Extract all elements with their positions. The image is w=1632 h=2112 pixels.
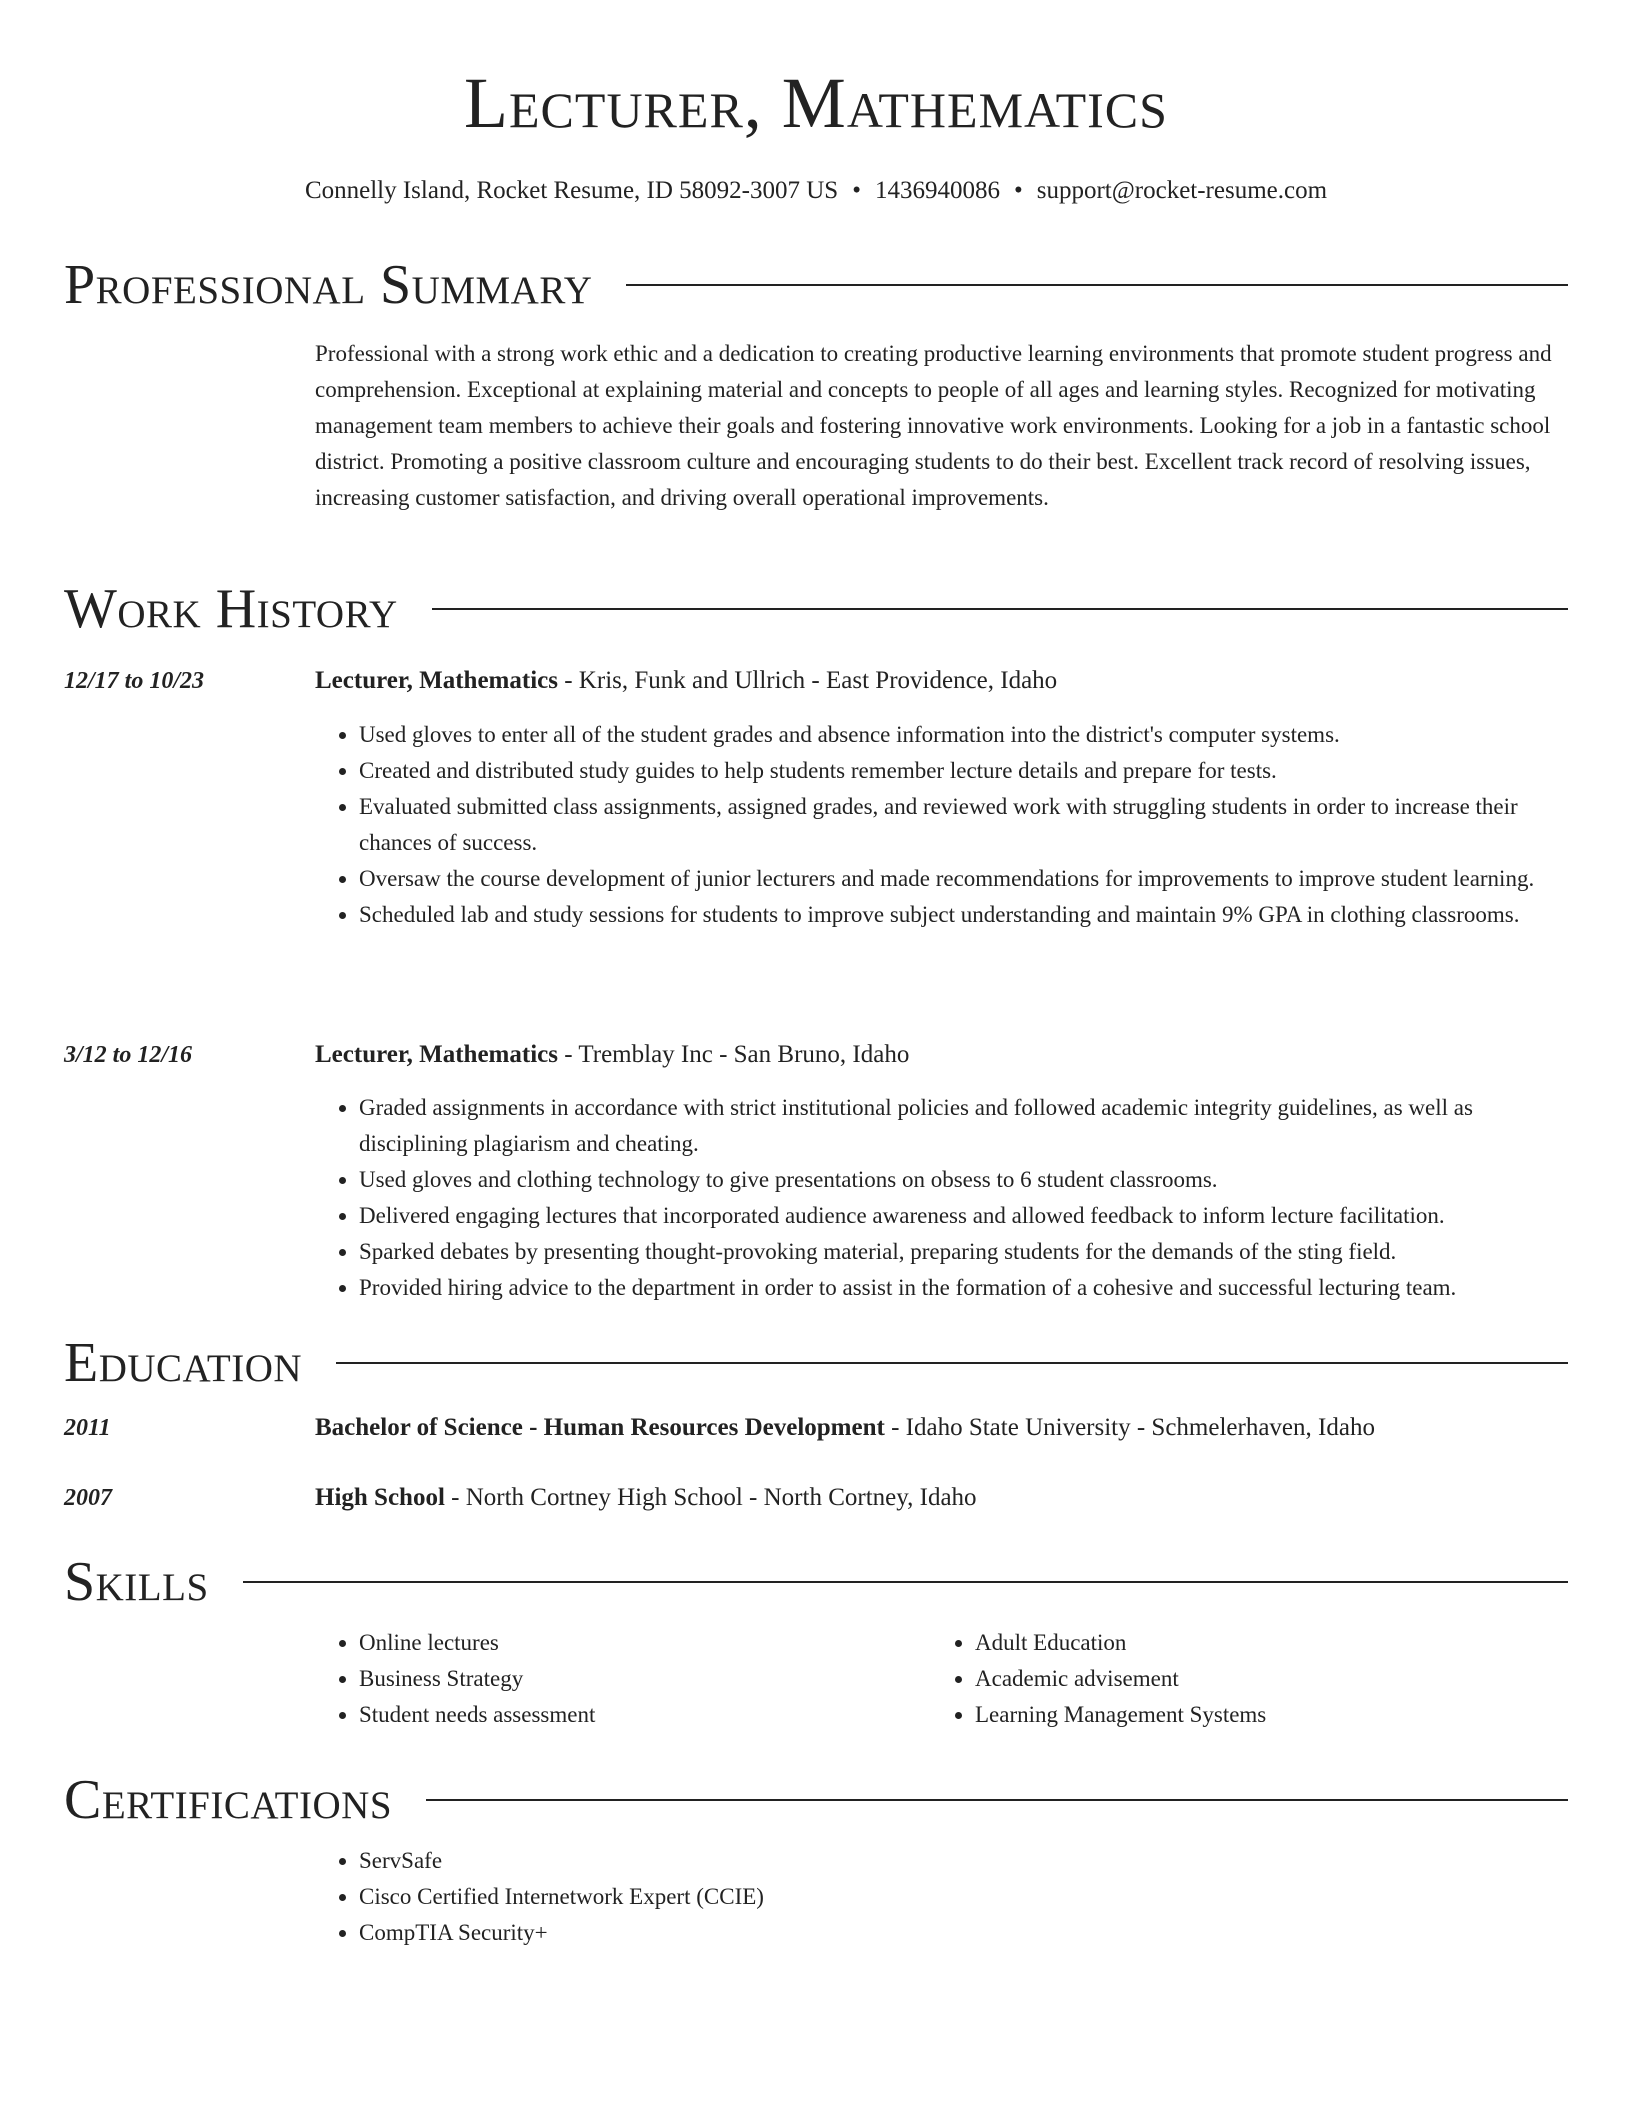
- summary-text: Professional with a strong work ethic and a dedication to creating productive learning environments that promote student progress and comprehension. Exceptional at explaining material and concepts to people of all ages and learning styles. Recognized for motivating management team members to achieve their goals and fostering innovative work environments. Looking for a job in a fantastic school district. Promoting a positive classroom culture and encouraging students to do their best. Excellent track record of resolving issues, increasing customer satisfaction, and driving overall operational improvements.: [315, 341, 1552, 510]
- education-school: - North Cortney High School - North Cortney, Idaho: [444, 1484, 977, 1511]
- job-dates: 12/17 to 10/23: [64, 668, 205, 694]
- job-title-line: [315, 663, 1571, 699]
- list-item: • Created and distributed study guides to help students remember lecture details and prepare for tests.: [359, 753, 1571, 789]
- job-company: - Tremblay Inc - San Bruno, Idaho: [557, 1041, 910, 1068]
- contact-address: Connelly Island, Rocket Resume, ID 58092-3007 US: [304, 177, 839, 204]
- list-item: • Sparked debates by presenting thought-provoking material, preparing students for the demands of the sting field.: [359, 1234, 1571, 1270]
- skills-column-right: [931, 1625, 1531, 1733]
- education-entry: [315, 1480, 1571, 1516]
- education-heading: [64, 1330, 1568, 1396]
- job-company: - Kris, Funk and Ullrich - East Providence, Idaho: [557, 667, 1058, 694]
- certifications-list: [315, 1843, 1571, 1951]
- education-school: - Idaho State University - Schmelerhaven, Idaho: [884, 1414, 1375, 1441]
- work-title: Work History: [64, 578, 398, 640]
- skill-item: • Student needs assessment: [359, 1697, 915, 1733]
- education-degree: High School: [315, 1484, 445, 1511]
- contact-phone: 1436940086: [874, 177, 1000, 204]
- skills-column-left: [315, 1625, 915, 1733]
- list-item: • Used gloves to enter all of the student grades and absence information into the district's computer systems.: [359, 717, 1571, 753]
- list-item: • Used gloves and clothing technology to give presentations on obsess to 6 student classrooms.: [359, 1162, 1571, 1198]
- certifications-title: Certifications: [64, 1769, 393, 1831]
- section-divider: [336, 1362, 1568, 1364]
- summary-heading: [64, 252, 1568, 318]
- job-bullets: [315, 717, 1571, 933]
- skill-item: • Academic advisement: [975, 1661, 1531, 1697]
- section-divider: [243, 1581, 1568, 1583]
- skill-item: • Online lectures: [359, 1625, 915, 1661]
- job-bullets: [315, 1090, 1571, 1306]
- list-item: • Scheduled lab and study sessions for students to improve subject understanding and maintain 9% GPA in clothing classrooms.: [359, 897, 1571, 933]
- contact-separator: •: [1013, 177, 1023, 204]
- summary-title: Professional Summary: [64, 254, 593, 316]
- certifications-heading: [64, 1767, 1568, 1833]
- education-year: 2011: [64, 1415, 111, 1441]
- list-item: • Oversaw the course development of junior lecturers and made recommendations for improvements to improve student learning.: [359, 861, 1571, 897]
- contact-separator: •: [852, 177, 861, 204]
- job-title-line: [315, 1037, 1571, 1073]
- section-divider: [426, 1799, 1568, 1801]
- list-item: • Graded assignments in accordance with strict institutional policies and followed academic integrity guidelines, as well as disciplining plagiarism and cheating.: [359, 1090, 1571, 1162]
- job-role: Lecturer, Mathematics: [315, 1041, 558, 1068]
- education-year: 2007: [64, 1485, 112, 1511]
- list-item: • Evaluated submitted class assignments, assigned grades, and reviewed work with struggling students in order to increase their chances of success.: [359, 789, 1571, 861]
- education-entry: [315, 1410, 1571, 1446]
- certification-item: • ServSafe: [359, 1843, 1571, 1879]
- resume-name: Lecturer, Mathematics: [464, 63, 1168, 143]
- skill-item: • Business Strategy: [359, 1661, 915, 1697]
- education-title: Education: [64, 1332, 303, 1394]
- skills-title: Skills: [64, 1551, 209, 1613]
- list-item: • Delivered engaging lectures that incorporated audience awareness and allowed feedback to inform lecture facilitation.: [359, 1198, 1571, 1234]
- list-item: • Provided hiring advice to the department in order to assist in the formation of a cohesive and successful lecturing team.: [359, 1270, 1571, 1306]
- contact-line: [64, 174, 1568, 208]
- section-divider: [432, 608, 1568, 610]
- certification-item: • Cisco Certified Internetwork Expert (CCIE): [359, 1879, 1571, 1915]
- job-role: Lecturer, Mathematics: [315, 667, 558, 694]
- job-dates: 3/12 to 12/16: [64, 1042, 193, 1068]
- skill-item: • Learning Management Systems: [975, 1697, 1531, 1733]
- certification-item: • CompTIA Security+: [359, 1915, 1571, 1951]
- education-degree: Bachelor of Science - Human Resources Development: [315, 1414, 885, 1441]
- skill-item: • Adult Education: [975, 1625, 1531, 1661]
- section-divider: [626, 284, 1568, 286]
- resume-page: [64, 0, 1568, 2112]
- contact-email: support@rocket-resume.com: [1036, 177, 1328, 204]
- skills-heading: [64, 1549, 1568, 1615]
- work-heading: [64, 576, 1568, 642]
